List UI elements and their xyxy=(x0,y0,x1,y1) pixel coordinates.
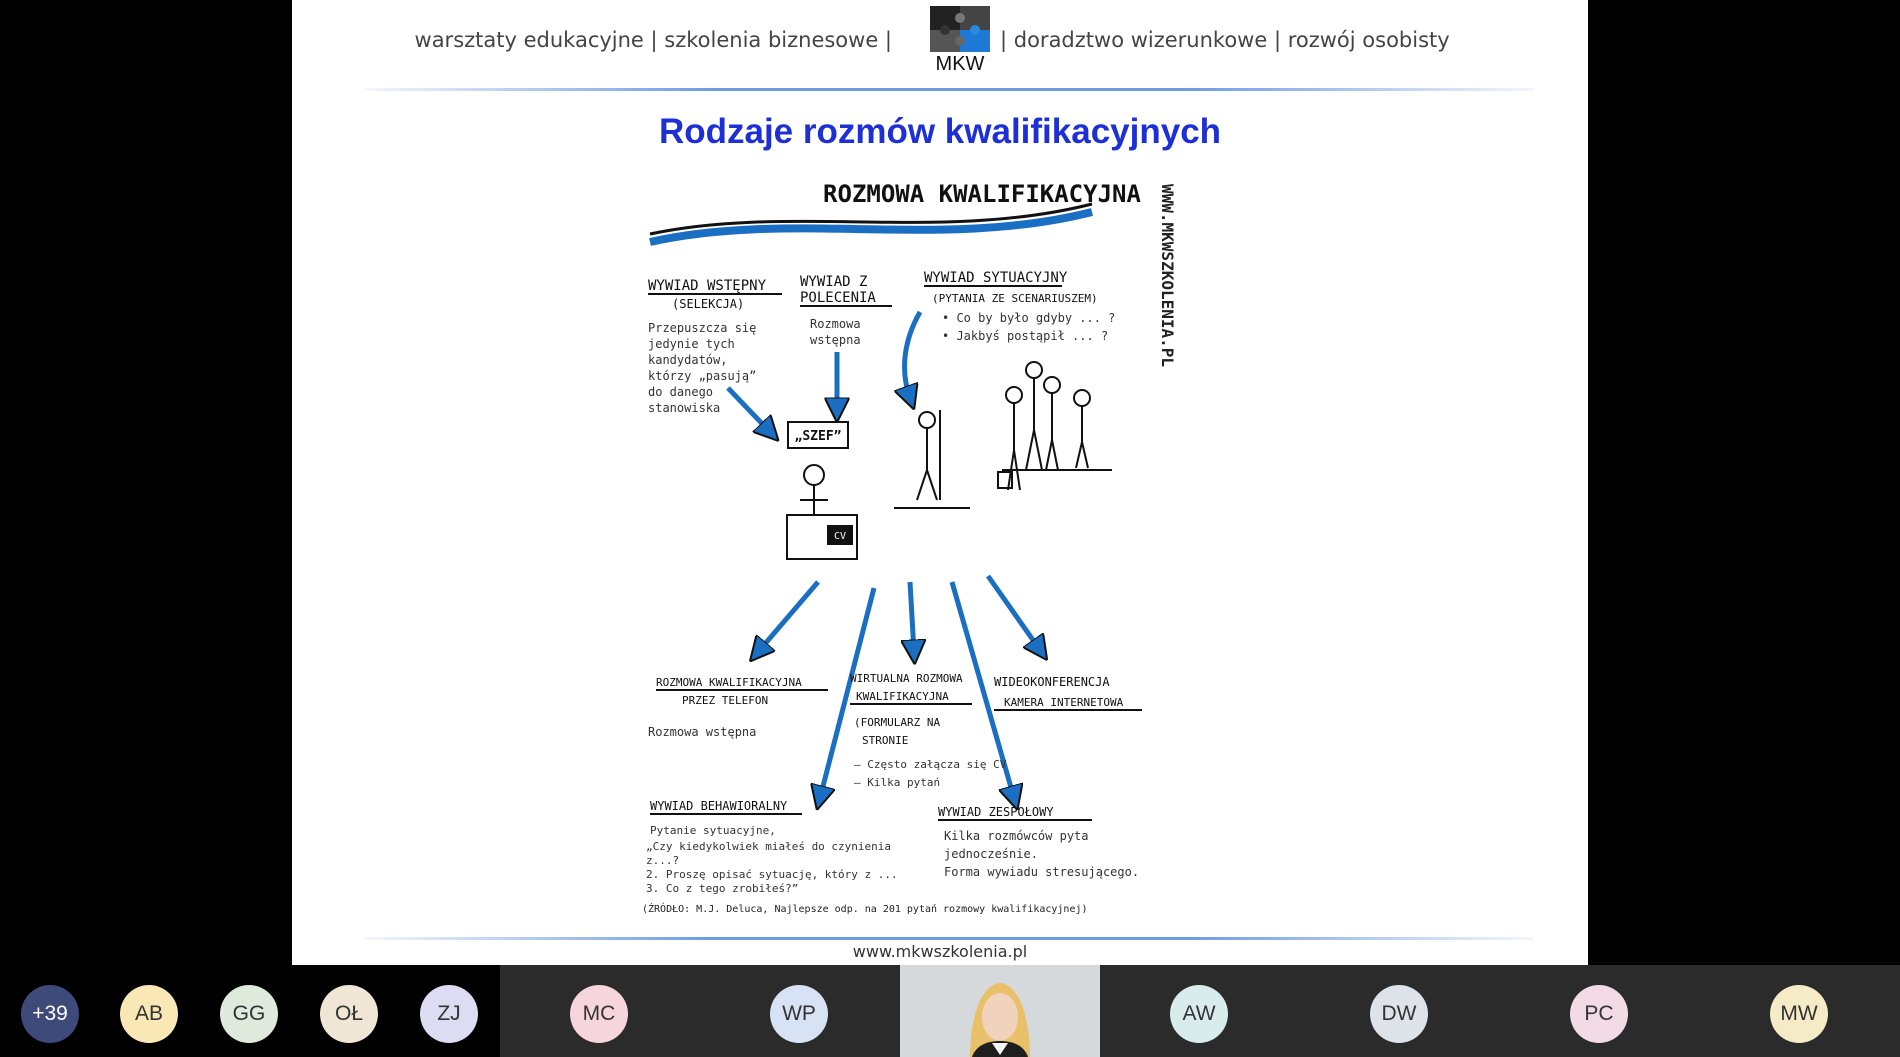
participant-avatar-mw: MW xyxy=(1770,985,1828,1043)
svg-text:Kilka rozmówców pyta: Kilka rozmówców pyta xyxy=(944,829,1089,843)
participant-avatar-pc: PC xyxy=(1570,985,1628,1043)
sytuacyjny-q2: • Jakbyś postąpił ... ? xyxy=(942,329,1109,343)
arrow-wstepny xyxy=(728,388,770,432)
z-polecenia-label-1: WYWIAD Z xyxy=(800,274,868,290)
arrow-wirtualna xyxy=(910,582,914,652)
sketch-side-url: WWW.MKWSZKOLENIA.PL xyxy=(1158,184,1177,368)
svg-text:jednocześnie.: jednocześnie. xyxy=(944,847,1038,861)
svg-text:stanowiska: stanowiska xyxy=(648,401,721,415)
svg-text:z...?: z...? xyxy=(646,854,680,867)
presenter-video-tile[interactable] xyxy=(900,965,1100,1057)
presenter-video-icon xyxy=(900,965,1100,1057)
header-right-text: | doradztwo wizerunkowe | rozwój osobisty xyxy=(1000,28,1450,52)
participant-tile-mw[interactable] xyxy=(1700,965,1900,1057)
puzzle-logo-icon xyxy=(928,4,992,78)
participant-tile-aw[interactable] xyxy=(1100,965,1300,1057)
participant-avatar-aw: AW xyxy=(1170,985,1228,1043)
wirtualna-label-3: (FORMULARZ NA xyxy=(854,716,941,729)
svg-text:do danego: do danego xyxy=(648,385,714,399)
wideo-label-1: WIDEOKONFERENCJA xyxy=(994,675,1110,689)
participant-avatar-mc: MC xyxy=(570,985,628,1043)
slide-header xyxy=(292,0,1588,90)
sketch-main-heading: ROZMOWA KWALIFIKACYJNA xyxy=(823,180,1141,208)
svg-text:Forma wywiadu stresującego.: Forma wywiadu stresującego. xyxy=(944,865,1140,879)
sketch-source: (ŹRÓDŁO: M.J. Deluca, Najlepsze odp. na 201 pytań rozmowy kwalifikacyjnej) xyxy=(642,904,1088,915)
footer-divider xyxy=(364,937,1534,940)
svg-text:jedynie tych: jedynie tych xyxy=(648,337,735,351)
wirtualna-label-2: KWALIFIKACYJNA xyxy=(856,690,949,703)
wirtualna-label-4: STRONIE xyxy=(862,734,909,747)
sytuacyjny-label: WYWIAD SYTUACYJNY xyxy=(924,270,1068,286)
z-polecenia-label-2: POLECENIA xyxy=(800,290,876,306)
candidate-figures xyxy=(894,362,1112,508)
participant-tile-pc[interactable] xyxy=(1500,965,1700,1057)
footer-url: www.mkwszkolenia.pl xyxy=(852,942,1028,961)
svg-text:Przepuszcza się: Przepuszcza się xyxy=(648,321,757,335)
cv-label: CV xyxy=(833,531,847,542)
participant-avatar-wp: WP xyxy=(770,985,828,1043)
participants-left-group xyxy=(0,965,500,1057)
z-polecenia-note-1: Rozmowa xyxy=(810,317,861,331)
arrow-sytuacyjny xyxy=(905,312,920,398)
participant-avatar-ab[interactable]: AB xyxy=(120,985,178,1043)
hand-drawn-diagram xyxy=(642,170,1522,940)
participant-tile-dw[interactable] xyxy=(1300,965,1500,1057)
header-left-text: warsztaty edukacyjne | szkolenia biznesowe | xyxy=(414,28,892,52)
wirtualna-label-1: WIRTUALNA ROZMOWA xyxy=(850,672,963,685)
slide-title: Rodzaje rozmów kwalifikacyjnych xyxy=(658,112,1222,151)
svg-text:3. Co z tego zrobiłeś?”: 3. Co z tego zrobiłeś?” xyxy=(646,882,799,895)
participant-avatar-zj[interactable]: ZJ xyxy=(420,985,478,1043)
participant-avatar-gg[interactable]: GG xyxy=(220,985,278,1043)
participant-avatar-ol[interactable]: OŁ xyxy=(320,985,378,1043)
behawioralny-notes xyxy=(646,824,898,895)
wirtualna-note-1: – Często załącza się CV xyxy=(854,758,1007,771)
svg-text:„Czy kiedykolwiek miałeś do cz: „Czy kiedykolwiek miałeś do czynienia xyxy=(646,840,892,853)
wideo-label-2: KAMERA INTERNETOWA xyxy=(1004,696,1124,709)
participant-tile-mc[interactable] xyxy=(500,965,700,1057)
telefon-label-2: PRZEZ TELEFON xyxy=(682,694,769,707)
svg-text:MKW: MKW xyxy=(935,53,985,75)
behawioralny-label: WYWIAD BEHAWIORALNY xyxy=(650,799,788,813)
shared-slide xyxy=(292,0,1588,965)
participant-tile-wp[interactable] xyxy=(700,965,900,1057)
mkw-logo xyxy=(928,4,992,78)
szef-label: „SZEF” xyxy=(794,429,842,444)
participant-avatar-dw: DW xyxy=(1370,985,1428,1043)
svg-text:Pytanie sytuacyjne,: Pytanie sytuacyjne, xyxy=(650,824,776,837)
header-divider xyxy=(364,88,1534,91)
svg-text:kandydatów,: kandydatów, xyxy=(648,353,728,367)
sytuacyjny-sub: (PYTANIA ZE SCENARIUSZEM) xyxy=(932,292,1098,305)
telefon-note: Rozmowa wstępna xyxy=(648,725,757,739)
selekcja-label: (SELEKCJA) xyxy=(672,297,745,311)
sytuacyjny-q1: • Co by było gdyby ... ? xyxy=(942,311,1116,325)
wirtualna-note-2: – Kilka pytań xyxy=(854,776,941,789)
z-polecenia-note-2: wstępna xyxy=(810,333,861,347)
arrow-telefon xyxy=(758,582,818,652)
participant-avatar-more[interactable]: +39 xyxy=(21,985,79,1043)
telefon-label-1: ROZMOWA KWALIFIKACYJNA xyxy=(656,676,802,689)
svg-text:2. Proszę opisać sytuację, któ: 2. Proszę opisać sytuację, który z ... xyxy=(646,868,898,881)
wywiad-wstepny-label: WYWIAD WSTĘPNY xyxy=(648,278,767,294)
svg-text:którzy „pasują”: którzy „pasują” xyxy=(648,369,757,383)
arrow-wideo xyxy=(988,576,1040,650)
zespolowy-notes xyxy=(944,829,1139,879)
zespolowy-label: WYWIAD ZESPOŁOWY xyxy=(938,805,1054,819)
